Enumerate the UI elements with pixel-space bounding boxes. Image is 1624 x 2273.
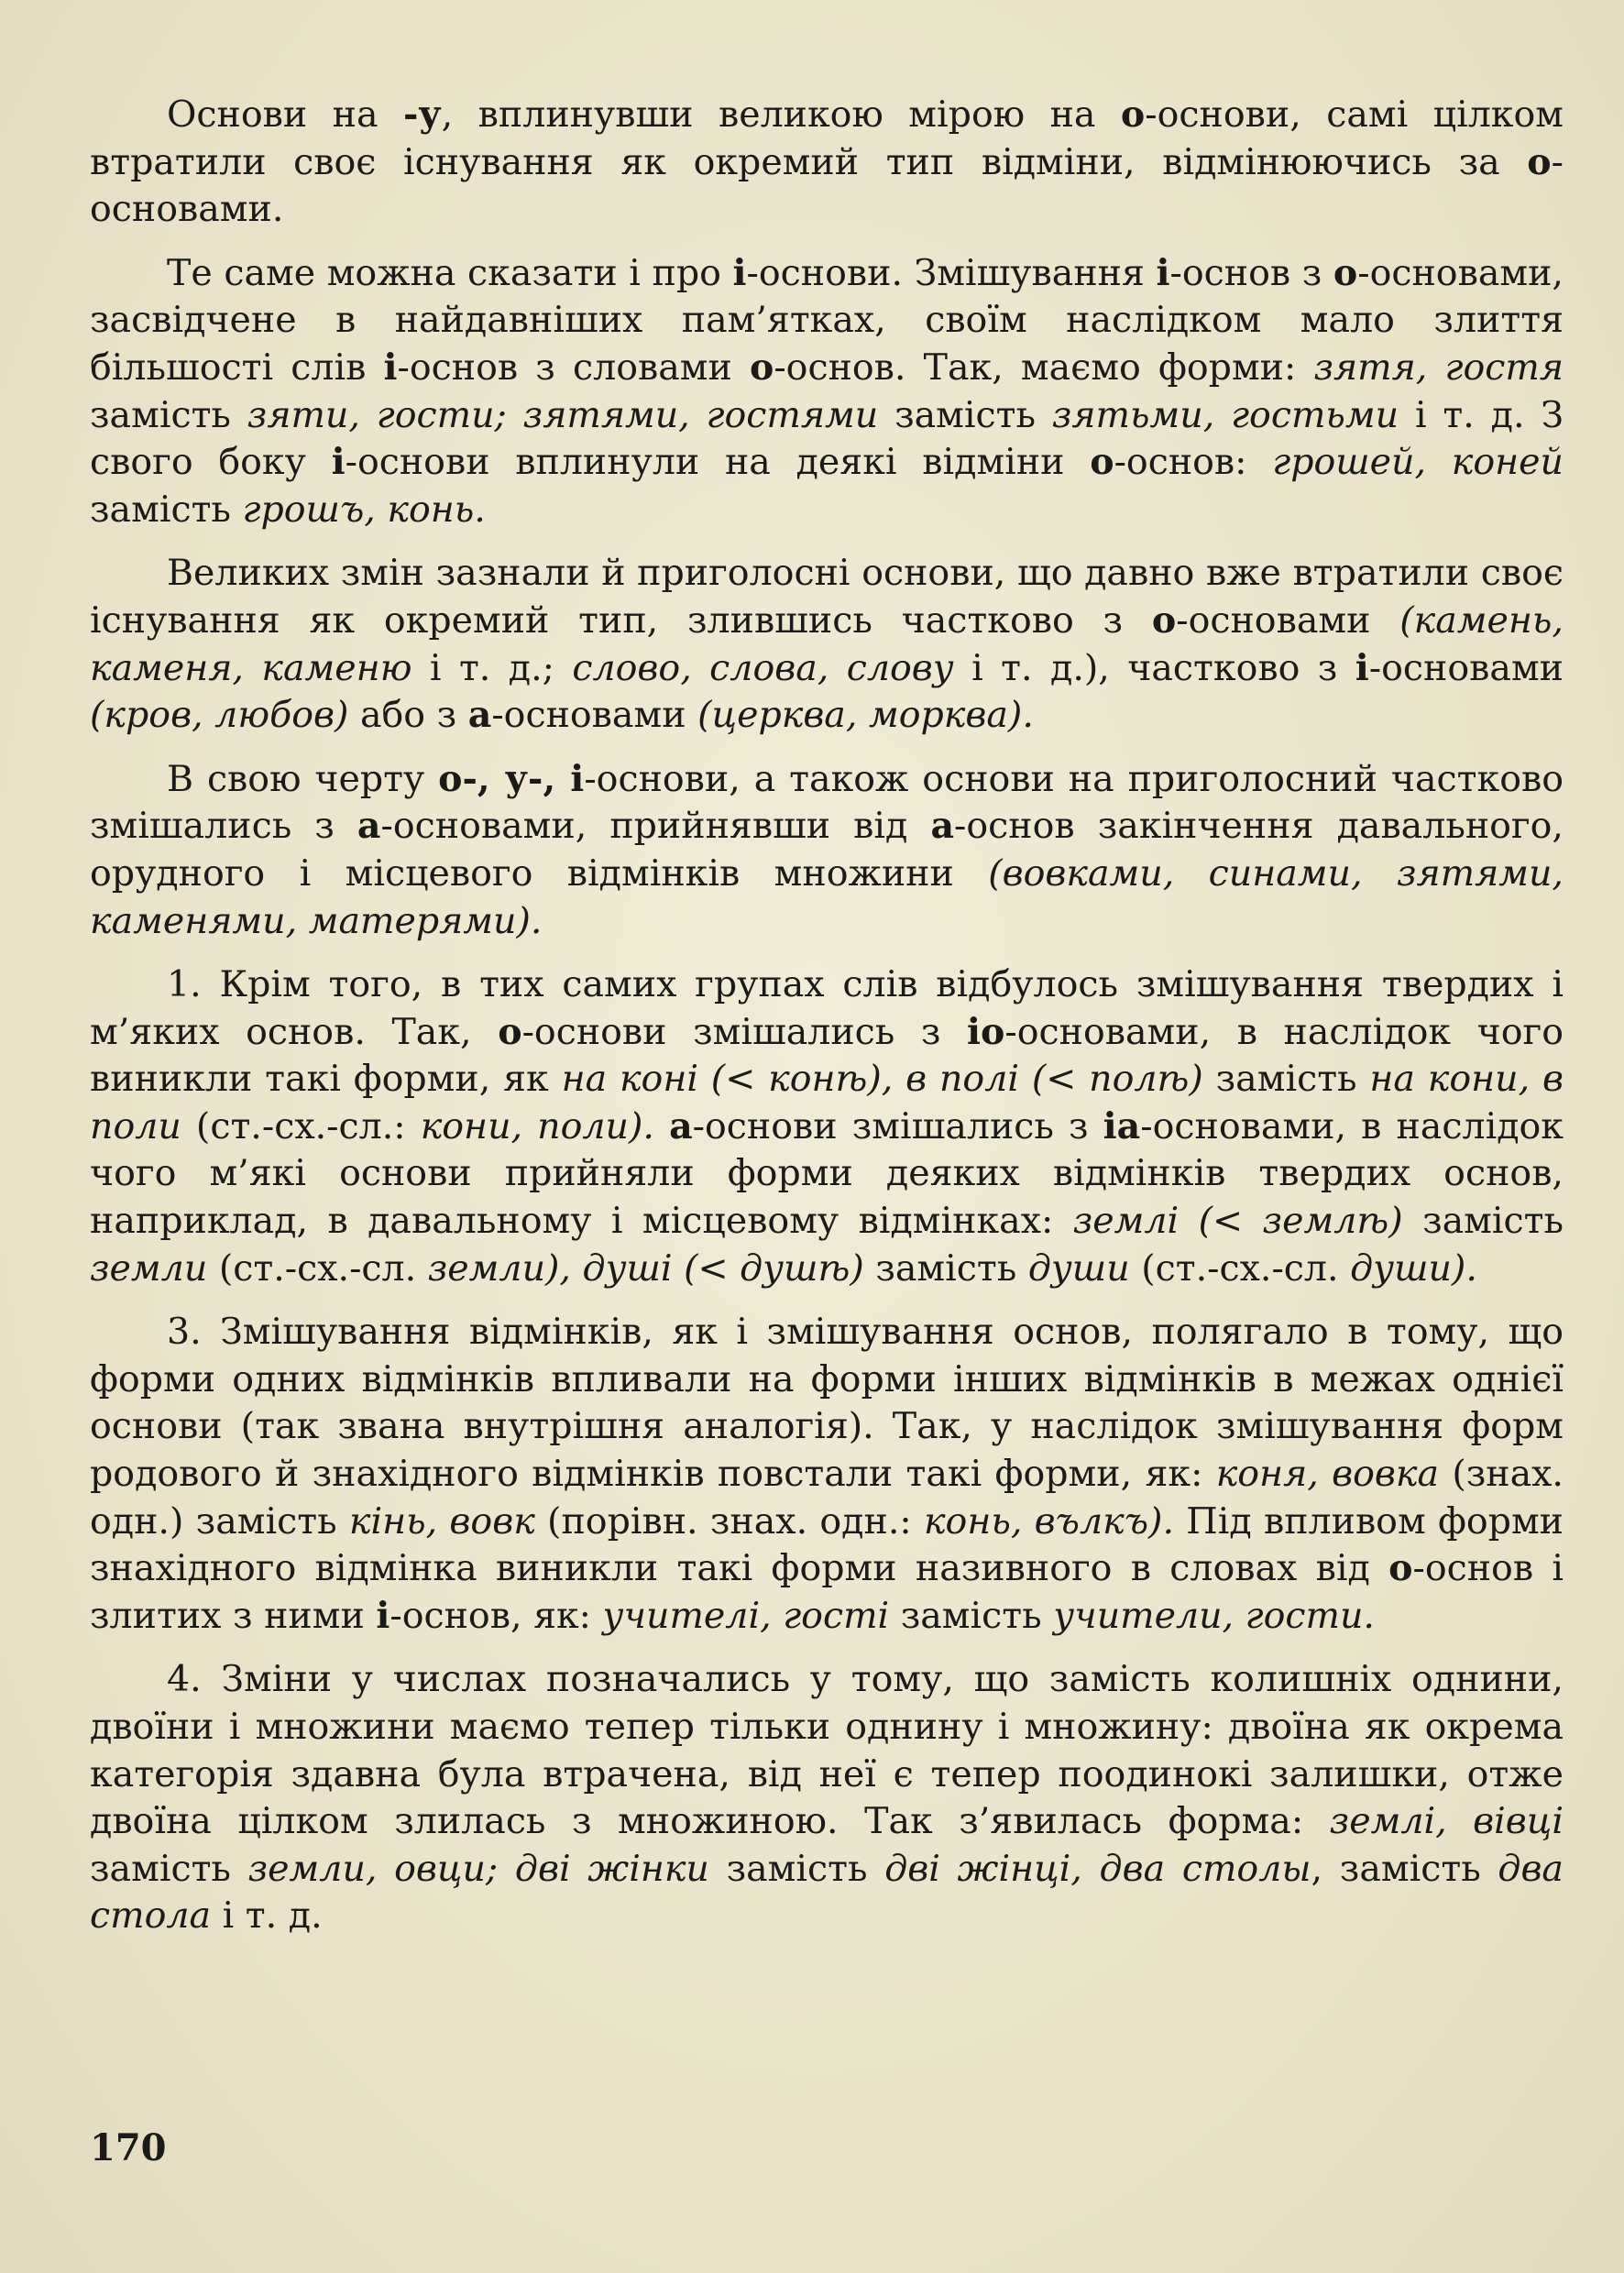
text-run: замість — [90, 393, 247, 436]
italic-example: учителі, гості — [602, 1594, 890, 1637]
italic-example: кінь, вовк — [348, 1499, 535, 1543]
italic-example: на коні (< конѣ), в полі (< полѣ) — [561, 1058, 1203, 1101]
text-run: і т. д. З свого боку — [90, 393, 1564, 484]
bold-stem-marker: і — [383, 346, 398, 389]
italic-example: грошъ, конь. — [242, 488, 486, 531]
bold-stem-marker: о — [1527, 140, 1552, 183]
bold-stem-marker: іо — [967, 1010, 1005, 1053]
bold-stem-marker: о — [749, 346, 774, 389]
bold-stem-marker: і — [1156, 251, 1170, 294]
text-run: і т. д. — [211, 1894, 323, 1938]
text-run: або з — [348, 694, 468, 737]
text-run: і т. д.), частково з — [953, 646, 1355, 689]
italic-example: (вовками, синами, зятями, каменями, матерями). — [90, 851, 1564, 942]
bold-stem-marker: о — [1333, 251, 1358, 294]
paragraph — [90, 250, 1564, 534]
italic-example: землі (< землѣ) — [1072, 1200, 1403, 1243]
text-run: -основами, в наслідок чого м’які основи прийняли форми деяких відмінків твердих основ, наприклад, в давальному і місцевому відмінках: — [90, 1104, 1564, 1243]
text-run: -основами, засвідчене в найдавніших пам’ятках, своїм наслідком мало злиття більшості слів — [90, 251, 1564, 389]
text-run: , вплинувши великою мірою на — [441, 93, 1121, 136]
paragraph — [90, 550, 1564, 739]
bold-stem-marker: о-, у-, і — [438, 757, 585, 800]
text-run: замість — [1402, 1200, 1564, 1243]
text-run: 4. Зміни у числах позначались у тому, що замість колишніх однини, двоїни і множини маємо тепер тільки однину і множину: двоїна як окрема категорія здавна була втрачена, від неї є тепер поодинокі залишки, отже двоїна цілком злилась з множиною. Так з’явилась форма: — [90, 1658, 1564, 1843]
text-run: (порівн. знах. одн.: — [534, 1499, 924, 1543]
italic-example: земли), душі (< душѣ) — [427, 1246, 864, 1290]
text-run: (знах. одн.) замість — [90, 1453, 1564, 1543]
text-run: -основ і злитих з ними — [90, 1547, 1564, 1637]
bold-stem-marker: о — [1151, 598, 1177, 642]
text-run: Основи на — [167, 93, 403, 136]
text-run: замість — [90, 488, 243, 531]
italic-example: зяти, гости; зятями, гостями — [247, 393, 879, 436]
text-run: Великих змін зазнали й приголосні основи, що давно вже втратили своє існування як окремий тип, злившись частково з — [90, 552, 1564, 642]
text-run: -основами, в наслідок чого виникли такі форми, як — [90, 1010, 1564, 1101]
italic-example: грошей, коней — [1272, 441, 1564, 484]
text-run — [654, 1105, 669, 1147]
text-run: (ст.-сх.-сл. — [207, 1246, 428, 1290]
page-number: 170 — [90, 2126, 167, 2169]
page-text — [90, 92, 1564, 1957]
bold-stem-marker: і — [331, 441, 346, 484]
text-run: , замість — [1311, 1847, 1498, 1890]
italic-example: коня, вовка — [1215, 1453, 1439, 1496]
bold-stem-marker: і — [732, 251, 747, 294]
text-run: і т. д.; — [411, 646, 573, 689]
italic-example: зятя, гостя — [1313, 346, 1564, 389]
text-run: замість — [90, 1847, 248, 1890]
italic-example: (камень, каменя, каменю — [90, 598, 1564, 689]
text-run: -основ. Так, маємо форми: — [774, 346, 1314, 389]
text-run: (ст.-сх.-сл. — [1129, 1246, 1351, 1290]
italic-example: души — [1027, 1246, 1130, 1290]
bold-stem-marker: а — [930, 805, 955, 848]
text-run: -основи вплинули на деякі відміни — [345, 441, 1091, 484]
italic-example: (кров, любов) — [90, 694, 349, 737]
paragraph — [90, 756, 1564, 945]
italic-example: души). — [1350, 1246, 1477, 1290]
text-run: -основ: — [1114, 441, 1273, 484]
italic-example: дві жінці, два столы — [884, 1847, 1311, 1890]
text-run: замість — [1202, 1058, 1370, 1101]
italic-example: земли — [90, 1246, 208, 1290]
text-run: В свою черту — [167, 757, 439, 800]
bold-stem-marker: і — [376, 1594, 390, 1637]
text-run: -основ з — [1169, 251, 1333, 294]
bold-stem-marker: і — [1355, 646, 1369, 689]
text-run: замість — [878, 393, 1052, 436]
text-run: замість — [708, 1847, 885, 1890]
bold-stem-marker: о — [1090, 441, 1114, 484]
italic-example: на кони, в поли — [90, 1058, 1564, 1147]
italic-example: (церква, морква). — [697, 694, 1034, 737]
paragraph — [90, 1656, 1564, 1940]
bold-stem-marker: іа — [1103, 1104, 1141, 1147]
text-run: -основами. — [90, 140, 1564, 231]
text-run: (ст.-сх.-сл.: — [181, 1104, 421, 1147]
italic-example: землі, вівці — [1329, 1800, 1564, 1843]
italic-example: зятьми, гостьми — [1051, 393, 1399, 436]
text-run: Те саме можна сказати і про — [167, 251, 733, 294]
text-run: -основами — [491, 694, 698, 737]
text-run: 3. Змішування відмінків, як і змішування основ, полягало в тому, що форми одних відмінків впливали на форми інших відмінків в межах однієї основи (так звана внутрішня аналогія). Так, у наслідок змішування форм родового й знахідного відмінків повстали такі форми, як: — [90, 1311, 1564, 1496]
bold-stem-marker: а — [467, 694, 492, 737]
italic-example: земли, овци; дві жінки — [247, 1847, 709, 1890]
bold-stem-marker: а — [357, 805, 381, 848]
text-run: -основи, а також основи на приголосний частково змішались з — [90, 757, 1564, 848]
italic-example: два стола — [90, 1847, 1564, 1938]
text-run: -основами — [1368, 646, 1564, 689]
paragraph — [90, 961, 1564, 1292]
text-run: -основами — [1176, 598, 1400, 642]
text-run: -основ закінчення давального, орудного і місцевого відмінків множини — [90, 805, 1564, 895]
bold-stem-marker: о — [1388, 1547, 1413, 1590]
italic-example: кони, поли). — [420, 1104, 654, 1147]
text-run: -основи, самі цілком втратили своє існування як окремий тип відміни, відмінюючись за — [90, 93, 1564, 183]
bold-stem-marker: о — [498, 1010, 522, 1053]
text-run: -основи змішались з — [692, 1104, 1103, 1147]
text-run: -основ, як: — [390, 1594, 603, 1637]
bold-stem-marker: -у — [402, 93, 442, 136]
bold-stem-marker: о — [1120, 93, 1146, 136]
paragraph — [90, 92, 1564, 234]
text-run: замість — [889, 1594, 1054, 1637]
italic-example: конь, вълкъ). — [923, 1499, 1175, 1543]
text-run: 1. Крім того, в тих самих групах слів відбулось змішування твердих і м’яких основ. Так, — [90, 963, 1564, 1053]
text-run: -основ з словами — [397, 346, 750, 389]
text-run: -основи. Змішування — [746, 251, 1157, 294]
italic-example: учители, гости. — [1053, 1594, 1375, 1637]
text-run: Під впливом форми знахідного відмінка виникли такі форми називного в словах від — [90, 1499, 1564, 1590]
paragraph — [90, 1309, 1564, 1640]
italic-example: слово, слова, слову — [572, 646, 954, 689]
text-run: -основами, прийнявши від — [380, 805, 931, 848]
bold-stem-marker: а — [669, 1104, 693, 1147]
text-run: -основи змішались з — [521, 1010, 968, 1053]
text-run: замість — [863, 1246, 1028, 1290]
